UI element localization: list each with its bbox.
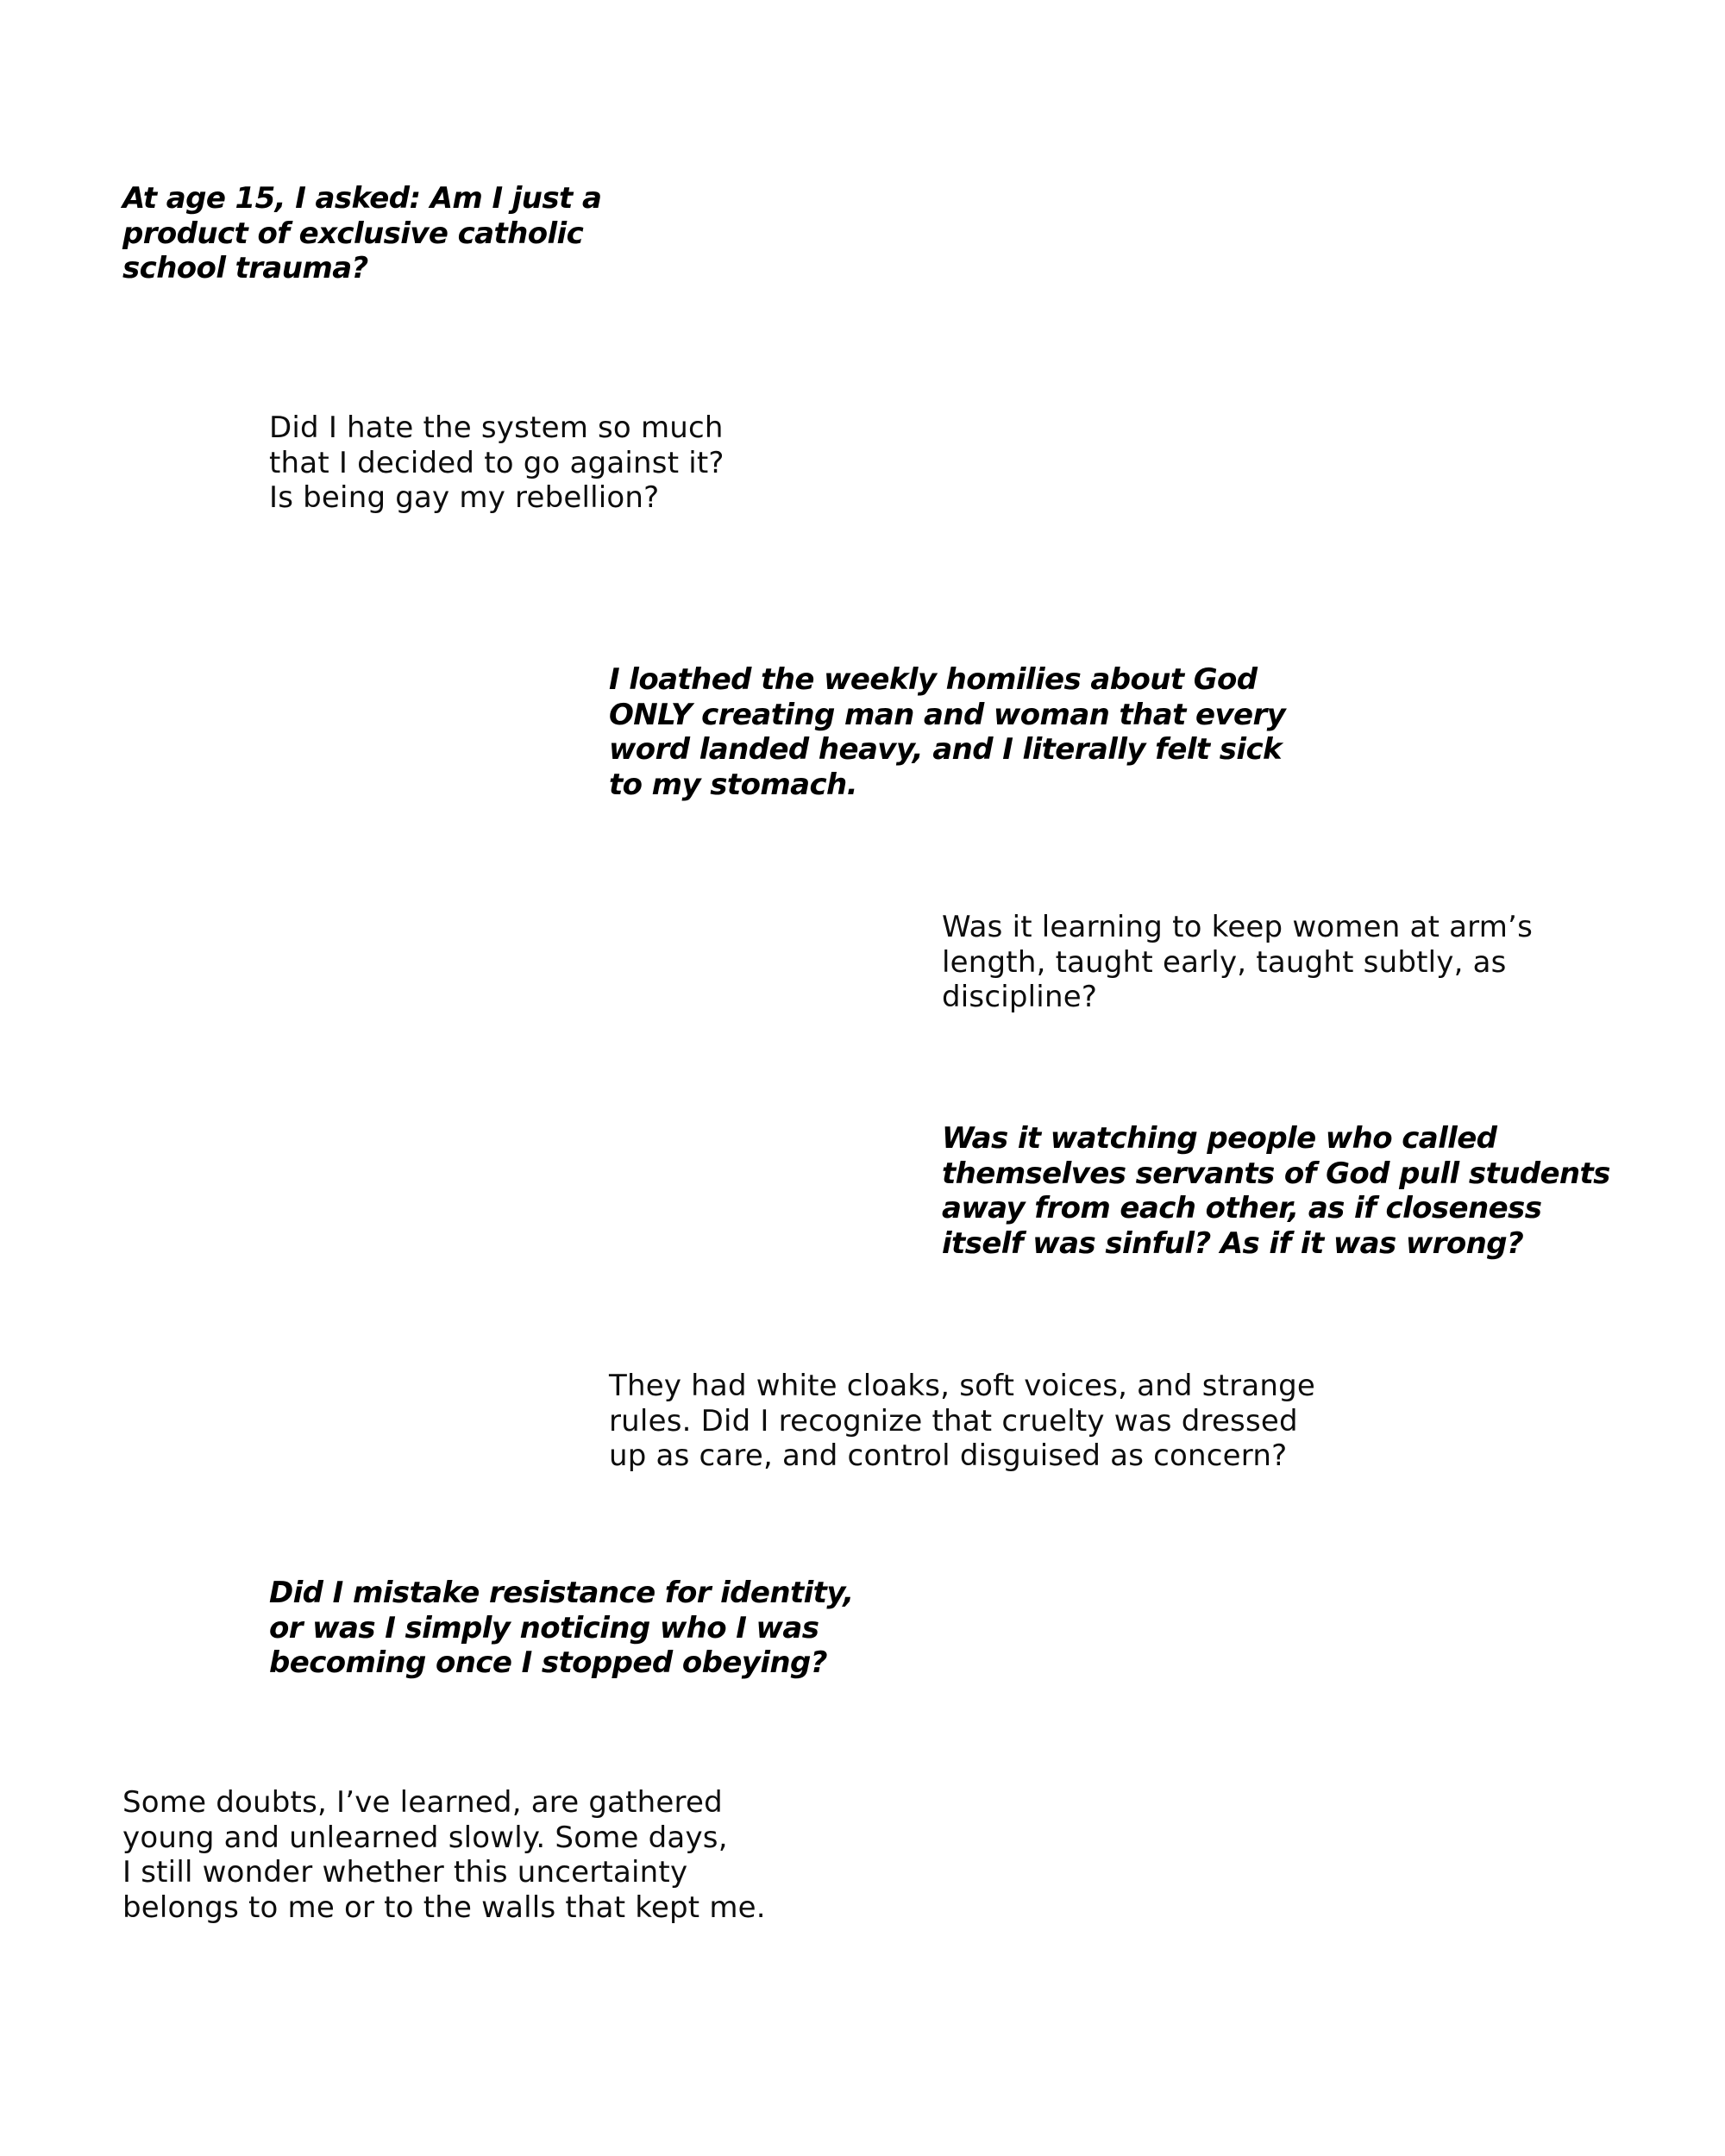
stanza-line: I still wonder whether this uncertainty (122, 1855, 688, 1890)
stanza-line: word landed heavy, and I literally felt sick (609, 732, 1283, 767)
stanza-7 (269, 1576, 854, 1681)
stanza-4 (942, 910, 1533, 1015)
stanza-line: to my stomach. (609, 767, 857, 802)
stanza-6 (609, 1369, 1315, 1474)
stanza-line: product of exclusive catholic (122, 216, 584, 251)
stanza-line: that I decided to go against it? (269, 445, 724, 480)
stanza-line: discipline? (942, 980, 1098, 1014)
stanza-line: rules. Did I recognize that cruelty was dressed (609, 1403, 1298, 1438)
stanza-line: becoming once I stopped obeying? (269, 1645, 827, 1680)
stanza-line: Was it watching people who called (942, 1121, 1497, 1156)
stanza-line: young and unlearned slowly. Some days, (122, 1820, 728, 1855)
stanza-line: Is being gay my rebellion? (269, 480, 660, 515)
stanza-2 (269, 411, 724, 516)
stanza-5 (942, 1121, 1610, 1261)
stanza-line: Did I mistake resistance for identity, (269, 1576, 854, 1610)
stanza-line: belongs to me or to the walls that kept me. (122, 1890, 766, 1925)
stanza-line: itself was sinful? As if it was wrong? (942, 1225, 1524, 1261)
stanza-line: away from each other, as if closeness (942, 1191, 1542, 1225)
stanza-line: school trauma? (122, 251, 368, 285)
stanza-line: or was I simply noticing who I was (269, 1610, 819, 1645)
stanza-line: They had white cloaks, soft voices, and strange (609, 1369, 1316, 1403)
stanza-3 (609, 662, 1285, 802)
stanza-line: Was it learning to keep women at arm’s (942, 910, 1533, 944)
stanza-line: themselves servants of God pull students (942, 1156, 1610, 1191)
stanza-8 (122, 1785, 766, 1925)
stanza-line: length, taught early, taught subtly, as (942, 944, 1507, 980)
stanza-line: Some doubts, I’ve learned, are gathered (122, 1785, 723, 1820)
stanza-line: I loathed the weekly homilies about God (609, 662, 1258, 697)
stanza-line: up as care, and control disguised as concern? (609, 1438, 1288, 1473)
stanza-line: At age 15, I asked: Am I just a (122, 181, 602, 216)
stanza-line: ONLY creating man and woman that every (609, 697, 1286, 732)
stanza-line: Did I hate the system so much (269, 411, 724, 445)
stanza-1 (122, 181, 601, 286)
